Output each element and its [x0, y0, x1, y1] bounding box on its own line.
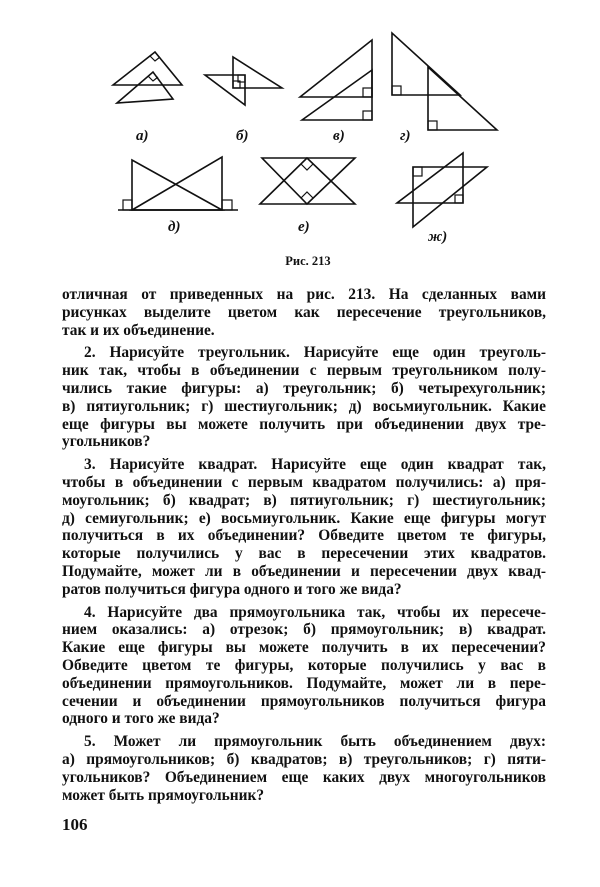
figure-b-overlapping-triangles	[205, 57, 282, 105]
figure-label-b: б)	[236, 128, 249, 144]
figure-label-a: а)	[136, 128, 149, 144]
text-line: моугольник; б) квадрат; в) пятиугольник; г) шестиугольник;	[62, 491, 546, 509]
text-line: угольников?	[62, 433, 151, 451]
figure-caption: Рис. 213	[285, 254, 331, 268]
text-line: 2. Нарисуйте треугольник. Нарисуйте еще один треуголь-	[84, 344, 546, 362]
figure-zh-crossed-triangles	[397, 153, 487, 227]
text-line: угольников? Объединением еще каких двух многоугольников	[62, 768, 546, 786]
text-line: объединении прямоугольников. Подумайте, может ли в пере-	[62, 674, 546, 692]
paragraph	[62, 733, 546, 804]
text-line: ник так, чтобы в объединении с первым треугольником полу-	[62, 362, 546, 380]
body-text	[62, 286, 546, 809]
figure-label-e: е)	[298, 219, 310, 235]
text-line: еще фигуры вы можете получить при объединении двух тре-	[62, 415, 546, 433]
text-line: Подумайте, может ли в объединении и пересечении двух квад-	[62, 562, 546, 580]
figure-label-zh: ж)	[428, 229, 448, 245]
page-number: 106	[62, 815, 88, 834]
text-line: чтобы в объединении с первым квадратом получились: а) пря-	[62, 473, 546, 491]
paragraph	[62, 344, 546, 451]
text-line: так и их объединение.	[62, 321, 215, 339]
text-line: а) прямоугольников; б) квадратов; в) треугольников; г) пяти-	[62, 750, 546, 768]
text-line: чились такие фигуры: а) треугольник; б) четырехугольник;	[62, 379, 546, 397]
text-line: д) семиугольник; е) восьмиугольник. Какие еще фигуры могут	[62, 509, 546, 527]
text-line: 5. Может ли прямоугольник быть объединением двух:	[84, 733, 546, 751]
text-line: отличная от приведенных на рис. 213. На сделанных вами	[62, 286, 546, 303]
text-line: получиться в их объединении? Обведите цветом те фигуры,	[62, 527, 546, 545]
text-line: рисунках выделите цветом как пересечение треугольников,	[62, 303, 546, 321]
text-line: в) пятиугольник; г) шестиугольник; д) восьмиугольник. Какие	[62, 397, 546, 415]
text-line: сечении и объединении прямоугольников получиться фигура	[62, 692, 546, 710]
text-line: нием оказались: а) отрезок; б) прямоугольник; в) квадрат.	[62, 621, 546, 639]
figure-label-v: в)	[333, 128, 345, 144]
figure-e-hourglass-triangles	[260, 158, 355, 204]
text-line: 3. Нарисуйте квадрат. Нарисуйте еще один квадрат так,	[84, 456, 546, 474]
figure-label-d: д)	[168, 219, 181, 235]
paragraph	[62, 604, 546, 729]
figure-label-g: г)	[400, 128, 411, 144]
figure-d-bowtie-triangles	[118, 157, 238, 210]
paragraph	[62, 286, 546, 339]
figure-v-overlapping-triangles	[300, 40, 372, 120]
text-line: 4. Нарисуйте два прямоугольника так, чтобы их пересече-	[84, 603, 546, 621]
text-line: одного и того же вида?	[62, 710, 220, 728]
text-line: может быть прямоугольник?	[62, 786, 265, 804]
figure-a-overlapping-triangles	[113, 52, 182, 103]
paragraph	[62, 456, 546, 598]
text-line: которые получились у вас в пересечении этих квадратов.	[62, 545, 546, 563]
text-line: ратов получиться фигура одного и того же вида?	[62, 580, 402, 598]
text-line: Обведите цветом те фигуры, которые получились у вас в	[62, 656, 546, 674]
figure-g-overlapping-triangles	[392, 33, 497, 130]
figure-213	[0, 0, 600, 280]
text-line: Какие еще фигуры вы можете получить в их пересечении?	[62, 639, 546, 657]
